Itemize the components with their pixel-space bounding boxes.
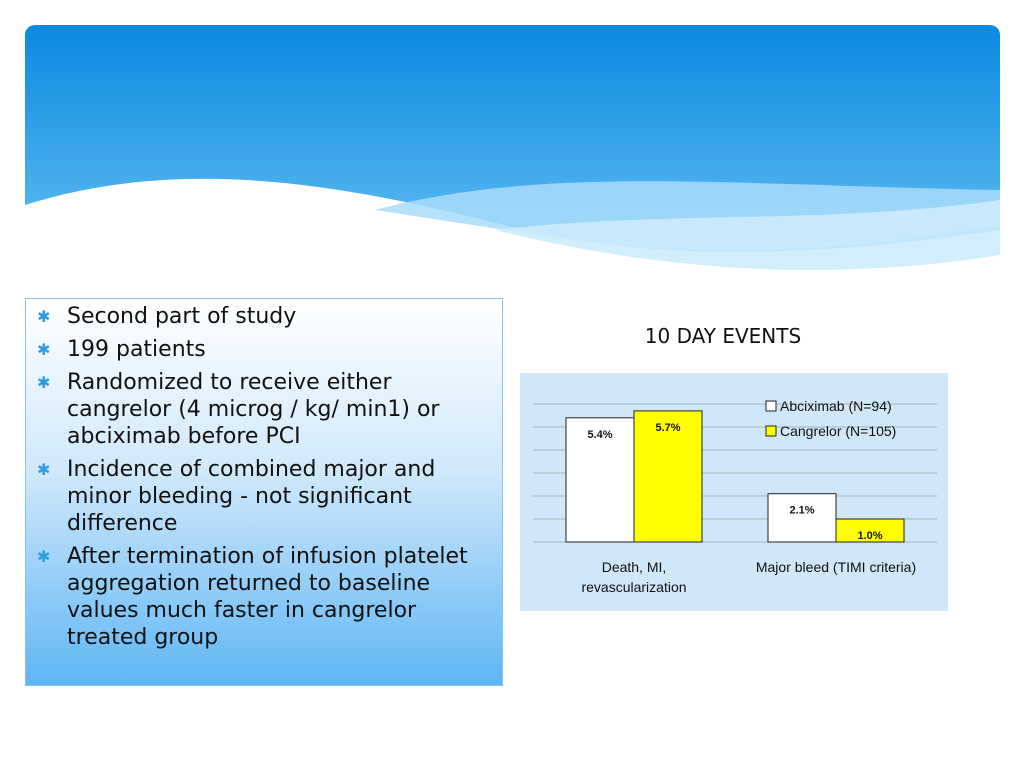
bullet-item <box>26 336 492 363</box>
asterisk-bullet-icon: ✱ <box>37 307 51 326</box>
bullet-text: Randomized to receive either cangrelor (4 microg / kg/ min1) or abciximab before PCI <box>67 370 440 449</box>
legend-swatch <box>766 401 776 411</box>
bar-chart <box>520 373 948 611</box>
chart-heading: 10 DAY EVENTS <box>644 324 802 348</box>
chart-panel <box>520 373 948 611</box>
bullet-item <box>26 456 492 537</box>
bullet-text: Incidence of combined major and minor bleeding - not significant difference <box>67 457 436 536</box>
asterisk-bullet-icon: ✱ <box>37 373 51 392</box>
legend-label: Cangrelor (N=105) <box>780 423 897 439</box>
header-banner <box>25 25 1000 285</box>
category-label: Death, MI, revascularization <box>581 559 687 595</box>
bullet-item <box>26 543 492 651</box>
asterisk-bullet-icon: ✱ <box>37 340 51 359</box>
bullet-item <box>26 303 492 330</box>
bullet-text: Second part of study <box>67 304 297 329</box>
bullet-list <box>26 299 502 651</box>
legend-swatch <box>766 426 776 436</box>
bullet-text: 199 patients <box>67 337 206 362</box>
category-label: Major bleed (TIMI criteria) <box>755 559 917 575</box>
bar <box>768 494 836 542</box>
asterisk-bullet-icon: ✱ <box>37 547 51 566</box>
data-label: 2.1% <box>789 504 815 517</box>
bullet-text: After termination of infusion platelet aggregation returned to baseline values much faster in cangrelor treated group <box>67 544 468 650</box>
data-label: 5.7% <box>655 421 681 434</box>
data-label: 5.4% <box>587 428 613 441</box>
bullet-box <box>25 298 503 686</box>
data-label: 1.0% <box>857 530 883 542</box>
legend-label: Abciximab (N=94) <box>780 398 892 414</box>
bullet-item <box>26 369 492 450</box>
asterisk-bullet-icon: ✱ <box>37 460 51 479</box>
